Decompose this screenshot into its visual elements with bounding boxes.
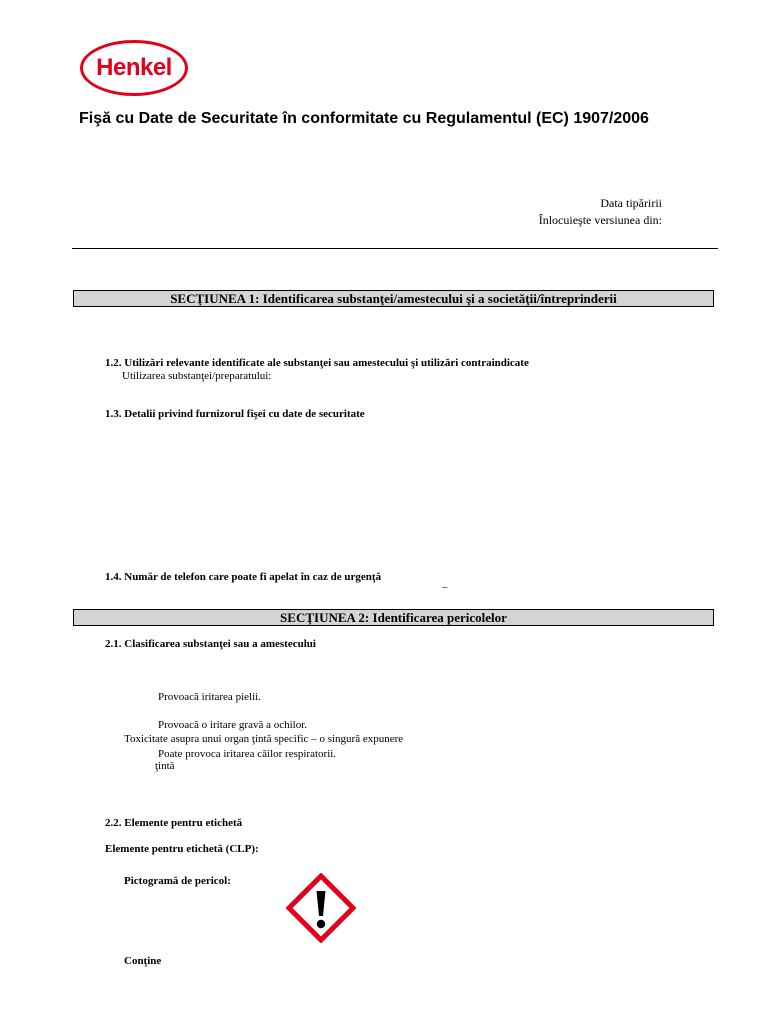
- clp-label-elements-title: Elemente pentru etichetă (CLP):: [105, 843, 259, 855]
- document-title: Fişă cu Date de Securitate în conformitate cu Regulamentul (EC) 1907/2006: [79, 110, 649, 127]
- print-date-label: Data tipăririi: [600, 196, 662, 210]
- section-2-header: SECŢIUNEA 2: Identificarea pericolelor: [73, 609, 714, 626]
- replaces-version-label: Înlocuieşte versiunea din:: [538, 213, 662, 227]
- stot-category-label: Toxicitate asupra unui organ ţintă specific – o singură expunere: [124, 733, 404, 745]
- stot-continued-text: ţintă: [155, 760, 175, 772]
- section-2-2-title: 2.2. Elemente pentru etichetă: [105, 817, 243, 829]
- emergency-phone-dash: –: [442, 581, 448, 593]
- section-1-header: SECŢIUNEA 1: Identificarea substanţei/amestecului şi a societăţii/întreprinderii: [73, 290, 714, 307]
- section-1-2-title: 1.2. Utilizări relevante identificate ale substanţei sau amestecului şi utilizări contraindicate: [105, 357, 529, 369]
- print-info: [539, 195, 662, 229]
- hazard-pictogram-label: Pictogramă de pericol:: [124, 875, 231, 887]
- hazard-skin-irritation: Provoacă iritarea pielii.: [158, 691, 261, 703]
- section-1-4-title: 1.4. Număr de telefon care poate fi apelat în caz de urgenţă: [105, 571, 382, 583]
- hazard-respiratory-irritation: Poate provoca iritarea căilor respiratorii.: [158, 748, 337, 760]
- header-divider: [72, 248, 718, 249]
- logo-text: Henkel: [96, 54, 172, 81]
- exclamation-mark-hazard-icon: [286, 873, 356, 943]
- section-2-1-title: 2.1. Clasificarea substanţei sau a amestecului: [105, 638, 316, 650]
- contains-label: Conţine: [124, 955, 162, 967]
- henkel-logo: [80, 40, 188, 96]
- section-1-3-title: 1.3. Detalii privind furnizorul fişei cu date de securitate: [105, 408, 365, 420]
- hazard-eye-irritation: Provoacă o iritare gravă a ochilor.: [158, 719, 308, 731]
- section-1-2-use-label: Utilizarea substanţei/preparatului:: [122, 370, 272, 382]
